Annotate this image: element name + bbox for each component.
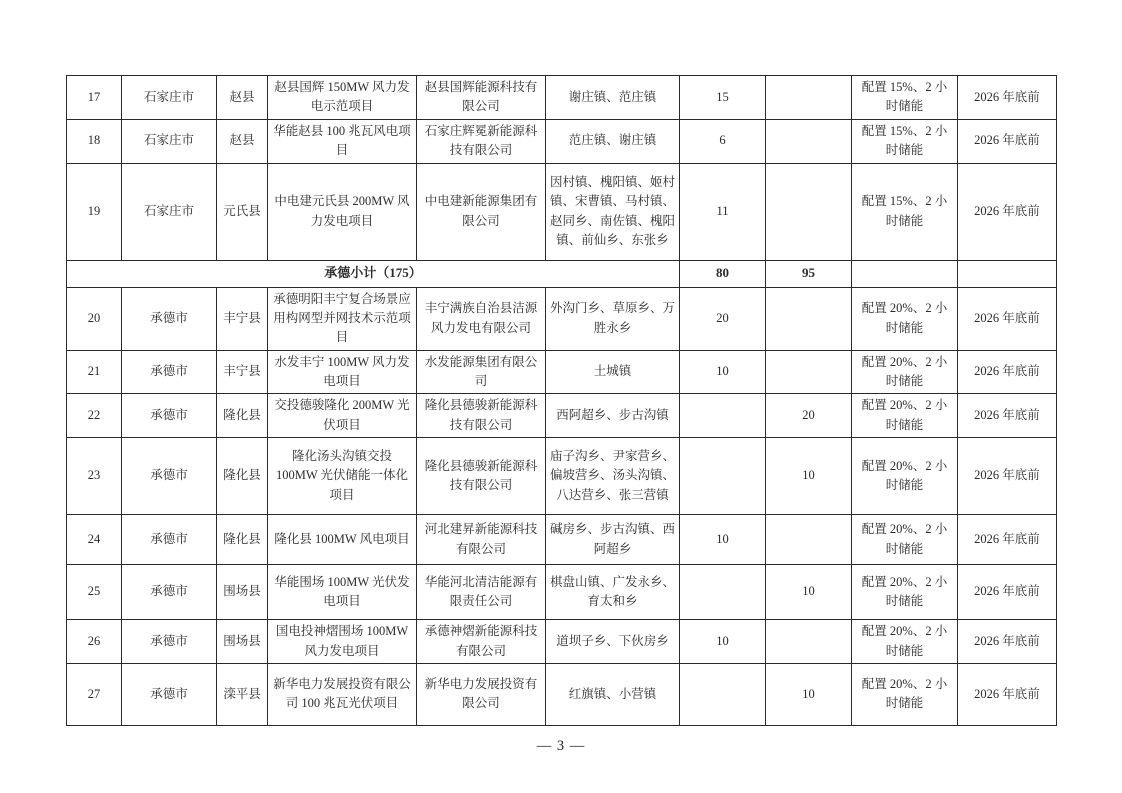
storage-config-cell bbox=[852, 260, 958, 287]
table-row bbox=[67, 663, 1057, 725]
seq-cell: 19 bbox=[67, 163, 122, 260]
city-cell: 承德市 bbox=[122, 565, 217, 620]
table-row bbox=[67, 163, 1057, 260]
company-cell: 中电建新能源集团有限公司 bbox=[417, 163, 546, 260]
seq-cell: 21 bbox=[67, 350, 122, 394]
deadline-cell: 2026 年底前 bbox=[958, 663, 1057, 725]
county-cell: 元氏县 bbox=[217, 163, 268, 260]
solar-capacity-cell: 20 bbox=[766, 394, 852, 438]
project-name-cell: 赵县国辉 150MW 风力发电示范项目 bbox=[268, 76, 417, 120]
deadline-cell: 2026 年底前 bbox=[958, 119, 1057, 163]
county-cell: 赵县 bbox=[217, 76, 268, 120]
seq-cell: 20 bbox=[67, 287, 122, 350]
company-cell: 承德神熠新能源科技有限公司 bbox=[417, 620, 546, 664]
solar-capacity-cell bbox=[766, 163, 852, 260]
wind-capacity-cell: 10 bbox=[680, 515, 766, 565]
storage-config-cell: 配置 15%、2 小时储能 bbox=[852, 119, 958, 163]
project-name-cell: 交投德骏隆化 200MW 光伏项目 bbox=[268, 394, 417, 438]
city-cell: 承德市 bbox=[122, 515, 217, 565]
county-cell: 围场县 bbox=[217, 620, 268, 664]
wind-capacity-cell bbox=[680, 438, 766, 515]
solar-capacity-cell bbox=[766, 119, 852, 163]
solar-capacity-cell bbox=[766, 287, 852, 350]
storage-config-cell: 配置 20%、2 小时储能 bbox=[852, 565, 958, 620]
seq-cell: 17 bbox=[67, 76, 122, 120]
county-cell: 滦平县 bbox=[217, 663, 268, 725]
table-row bbox=[67, 119, 1057, 163]
storage-config-cell: 配置 20%、2 小时储能 bbox=[852, 394, 958, 438]
solar-capacity-cell bbox=[766, 620, 852, 664]
townships-cell: 外沟门乡、草原乡、万胜永乡 bbox=[546, 287, 680, 350]
solar-capacity-cell bbox=[766, 350, 852, 394]
storage-config-cell: 配置 20%、2 小时储能 bbox=[852, 438, 958, 515]
deadline-cell: 2026 年底前 bbox=[958, 350, 1057, 394]
city-cell: 承德市 bbox=[122, 394, 217, 438]
county-cell: 丰宁县 bbox=[217, 287, 268, 350]
townships-cell: 庙子沟乡、尹家营乡、偏坡营乡、汤头沟镇、八达营乡、张三营镇 bbox=[546, 438, 680, 515]
table-row bbox=[67, 350, 1057, 394]
deadline-cell: 2026 年底前 bbox=[958, 287, 1057, 350]
deadline-cell: 2026 年底前 bbox=[958, 76, 1057, 120]
townships-cell: 碱房乡、步古沟镇、西阿超乡 bbox=[546, 515, 680, 565]
company-cell: 新华电力发展投资有限公司 bbox=[417, 663, 546, 725]
projects-table bbox=[66, 75, 1057, 726]
county-cell: 赵县 bbox=[217, 119, 268, 163]
city-cell: 石家庄市 bbox=[122, 119, 217, 163]
city-cell: 石家庄市 bbox=[122, 76, 217, 120]
solar-capacity-cell: 10 bbox=[766, 438, 852, 515]
page-number: — 3 — bbox=[536, 738, 586, 754]
county-cell: 隆化县 bbox=[217, 394, 268, 438]
table-row bbox=[67, 287, 1057, 350]
project-name-cell: 隆化汤头沟镇交投 100MW 光伏储能一体化项目 bbox=[268, 438, 417, 515]
deadline-cell: 2026 年底前 bbox=[958, 515, 1057, 565]
company-cell: 隆化县德骏新能源科技有限公司 bbox=[417, 438, 546, 515]
company-cell: 石家庄辉冕新能源科技有限公司 bbox=[417, 119, 546, 163]
solar-capacity-cell bbox=[766, 76, 852, 120]
project-name-cell: 华能围场 100MW 光伏发电项目 bbox=[268, 565, 417, 620]
townships-cell: 因村镇、槐阳镇、姬村镇、宋曹镇、马村镇、赵同乡、南佐镇、槐阳镇、前仙乡、东张乡 bbox=[546, 163, 680, 260]
deadline-cell: 2026 年底前 bbox=[958, 438, 1057, 515]
seq-cell: 25 bbox=[67, 565, 122, 620]
townships-cell: 棋盘山镇、广发永乡、育太和乡 bbox=[546, 565, 680, 620]
seq-cell: 22 bbox=[67, 394, 122, 438]
wind-capacity-cell: 10 bbox=[680, 620, 766, 664]
deadline-cell: 2026 年底前 bbox=[958, 394, 1057, 438]
wind-capacity-cell: 20 bbox=[680, 287, 766, 350]
table-row bbox=[67, 438, 1057, 515]
townships-cell: 道坝子乡、下伙房乡 bbox=[546, 620, 680, 664]
deadline-cell: 2026 年底前 bbox=[958, 565, 1057, 620]
seq-cell: 24 bbox=[67, 515, 122, 565]
townships-cell: 范庄镇、谢庄镇 bbox=[546, 119, 680, 163]
storage-config-cell: 配置 15%、2 小时储能 bbox=[852, 76, 958, 120]
deadline-cell bbox=[958, 260, 1057, 287]
company-cell: 水发能源集团有限公司 bbox=[417, 350, 546, 394]
storage-config-cell: 配置 20%、2 小时储能 bbox=[852, 287, 958, 350]
deadline-cell: 2026 年底前 bbox=[958, 620, 1057, 664]
city-cell: 承德市 bbox=[122, 620, 217, 664]
project-name-cell: 华能赵县 100 兆瓦风电项目 bbox=[268, 119, 417, 163]
project-name-cell: 中电建元氏县 200MW 风力发电项目 bbox=[268, 163, 417, 260]
city-cell: 承德市 bbox=[122, 350, 217, 394]
solar-capacity-cell bbox=[766, 515, 852, 565]
solar-capacity-cell: 95 bbox=[766, 260, 852, 287]
wind-capacity-cell bbox=[680, 565, 766, 620]
project-name-cell: 新华电力发展投资有限公司 100 兆瓦光伏项目 bbox=[268, 663, 417, 725]
wind-capacity-cell: 6 bbox=[680, 119, 766, 163]
solar-capacity-cell: 10 bbox=[766, 663, 852, 725]
townships-cell: 红旗镇、小营镇 bbox=[546, 663, 680, 725]
company-cell: 隆化县德骏新能源科技有限公司 bbox=[417, 394, 546, 438]
subtotal-label-cell: 承德小计（175） bbox=[67, 260, 680, 287]
city-cell: 石家庄市 bbox=[122, 163, 217, 260]
company-cell: 丰宁满族自治县洁源风力发电有限公司 bbox=[417, 287, 546, 350]
wind-capacity-cell bbox=[680, 394, 766, 438]
city-cell: 承德市 bbox=[122, 663, 217, 725]
solar-capacity-cell: 10 bbox=[766, 565, 852, 620]
city-cell: 承德市 bbox=[122, 438, 217, 515]
townships-cell: 谢庄镇、范庄镇 bbox=[546, 76, 680, 120]
table-row bbox=[67, 515, 1057, 565]
company-cell: 华能河北清洁能源有限责任公司 bbox=[417, 565, 546, 620]
subtotal-row bbox=[67, 260, 1057, 287]
storage-config-cell: 配置 20%、2 小时储能 bbox=[852, 350, 958, 394]
projects-table-body bbox=[67, 76, 1057, 726]
wind-capacity-cell: 80 bbox=[680, 260, 766, 287]
table-row bbox=[67, 76, 1057, 120]
table-row bbox=[67, 394, 1057, 438]
table-row bbox=[67, 565, 1057, 620]
wind-capacity-cell: 10 bbox=[680, 350, 766, 394]
project-name-cell: 隆化县 100MW 风电项目 bbox=[268, 515, 417, 565]
seq-cell: 26 bbox=[67, 620, 122, 664]
county-cell: 隆化县 bbox=[217, 438, 268, 515]
storage-config-cell: 配置 15%、2 小时储能 bbox=[852, 163, 958, 260]
townships-cell: 西阿超乡、步古沟镇 bbox=[546, 394, 680, 438]
county-cell: 围场县 bbox=[217, 565, 268, 620]
wind-capacity-cell: 15 bbox=[680, 76, 766, 120]
townships-cell: 土城镇 bbox=[546, 350, 680, 394]
storage-config-cell: 配置 20%、2 小时储能 bbox=[852, 620, 958, 664]
wind-capacity-cell: 11 bbox=[680, 163, 766, 260]
project-name-cell: 水发丰宁 100MW 风力发电项目 bbox=[268, 350, 417, 394]
seq-cell: 23 bbox=[67, 438, 122, 515]
storage-config-cell: 配置 20%、2 小时储能 bbox=[852, 515, 958, 565]
county-cell: 丰宁县 bbox=[217, 350, 268, 394]
wind-capacity-cell bbox=[680, 663, 766, 725]
county-cell: 隆化县 bbox=[217, 515, 268, 565]
seq-cell: 27 bbox=[67, 663, 122, 725]
project-name-cell: 承德明阳丰宁复合场景应用构网型并网技术示范项目 bbox=[268, 287, 417, 350]
deadline-cell: 2026 年底前 bbox=[958, 163, 1057, 260]
company-cell: 河北建昇新能源科技有限公司 bbox=[417, 515, 546, 565]
storage-config-cell: 配置 20%、2 小时储能 bbox=[852, 663, 958, 725]
city-cell: 承德市 bbox=[122, 287, 217, 350]
seq-cell: 18 bbox=[67, 119, 122, 163]
company-cell: 赵县国辉能源科技有限公司 bbox=[417, 76, 546, 120]
table-row bbox=[67, 620, 1057, 664]
project-name-cell: 国电投神熠围场 100MW 风力发电项目 bbox=[268, 620, 417, 664]
